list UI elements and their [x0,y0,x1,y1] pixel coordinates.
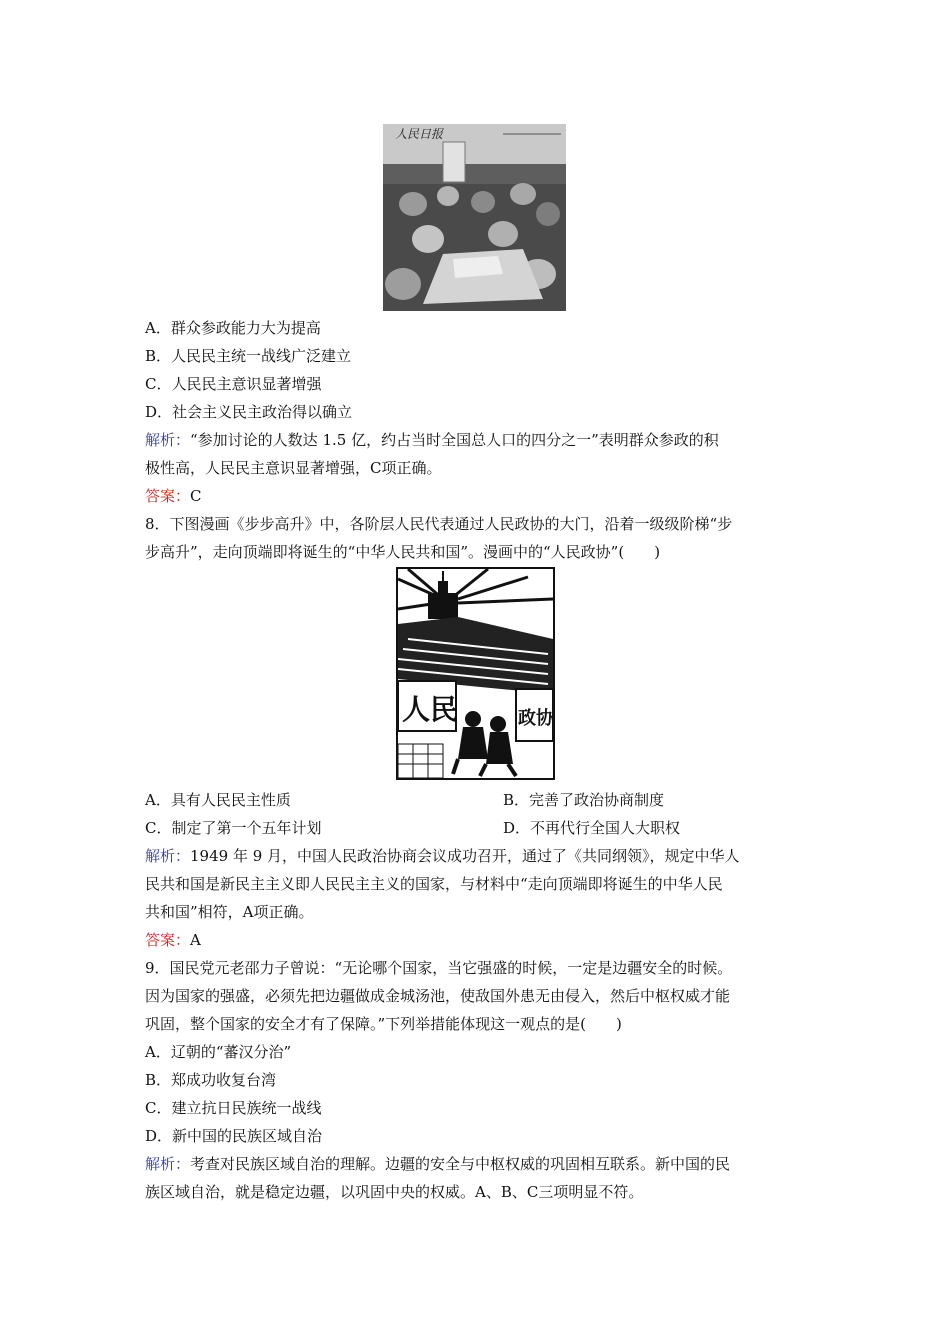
q9-stem-line-3: 巩固，整个国家的安全才有了保障。”下列举措能体现这一观点的是( ) [145,1015,622,1033]
q9-stem-line-2: 因为国家的强盛，必须先把边疆做成金城汤池，使敌国外患无由侵入，然后中枢权威才能 [145,987,731,1005]
newspaper-discussion-photo [383,124,566,311]
q9-analysis-line-1 [145,1154,730,1174]
q8-analysis-label: 解析： [145,847,191,865]
q8-option-a: A．具有人民民主性质 [145,791,291,809]
q8-answer: A [190,931,201,949]
q8-option-c: C．制定了第一个五年计划 [145,819,322,837]
q8-answer-label: 答案： [145,931,191,949]
q8-analysis-line-2: 民共和国是新民主主义即人民民主主义的国家，与材料中“走向顶端即将诞生的中华人民 [145,875,723,893]
q7-answer-line [145,486,202,506]
masthead-text: 人民日报 [395,127,444,141]
gate-right-text: 政协 [518,708,553,729]
q7-analysis-text-1: “参加讨论的人数达 1.5 亿，约占当时全国总人口的四分之一”表明群众参政的积 [190,431,719,449]
q7-analysis-line-2: 极性高，人民民主意识显著增强，C项正确。 [145,459,442,477]
q7-answer-label: 答案： [145,487,191,505]
q9-analysis-text-1: 考查对民族区域自治的理解。边疆的安全与中枢权威的巩固相互联系。新中国的民 [190,1155,731,1173]
q7-option-d: D．社会主义民主政治得以确立 [145,403,353,421]
q9-option-d: D．新中国的民族区域自治 [145,1127,323,1145]
q8-analysis-line-1 [145,846,740,866]
q9-option-c: C．建立抗日民族统一战线 [145,1099,322,1117]
q9-option-b: B．郑成功收复台湾 [145,1071,277,1089]
q7-answer: C [190,487,202,505]
q8-option-d: D．不再代行全国人大职权 [503,819,681,837]
q9-analysis-label: 解析： [145,1155,191,1173]
q9-analysis-line-2: 族区域自治，就是稳定边疆，以巩固中央的权威。A、B、C三项明显不符。 [145,1183,644,1201]
q8-answer-line [145,930,201,950]
q8-stem-line-2: 步高升”，走向顶端即将诞生的“中华人民共和国”。漫画中的“人民政协”( ) [145,543,661,561]
q7-analysis-line-1 [145,430,719,450]
q9-option-a: A．辽朝的“蕃汉分治” [145,1043,292,1061]
q7-option-a: A．群众参政能力大为提高 [145,319,321,337]
q7-option-b: B．人民民主统一战线广泛建立 [145,347,352,365]
q8-option-b: B．完善了政治协商制度 [503,791,665,809]
gate-left-text: 人民 [402,693,459,726]
cartoon-step-by-step [396,567,555,780]
q7-analysis-label: 解析： [145,431,191,449]
q8-analysis-text-1: 1949 年 9 月，中国人民政治协商会议成功召开，通过了《共同纲领》，规定中华人 [190,847,740,865]
q8-stem-line-1: 8．下图漫画《步步高升》中，各阶层人民代表通过人民政协的大门，沿着一级级阶梯“步 [145,515,733,533]
q7-option-c: C．人民民主意识显著增强 [145,375,322,393]
q8-analysis-line-3: 共和国”相符，A项正确。 [145,903,314,921]
q9-stem-line-1: 9．国民党元老邵力子曾说：“无论哪个国家，当它强盛的时候，一定是边疆安全的时候。 [145,959,733,977]
